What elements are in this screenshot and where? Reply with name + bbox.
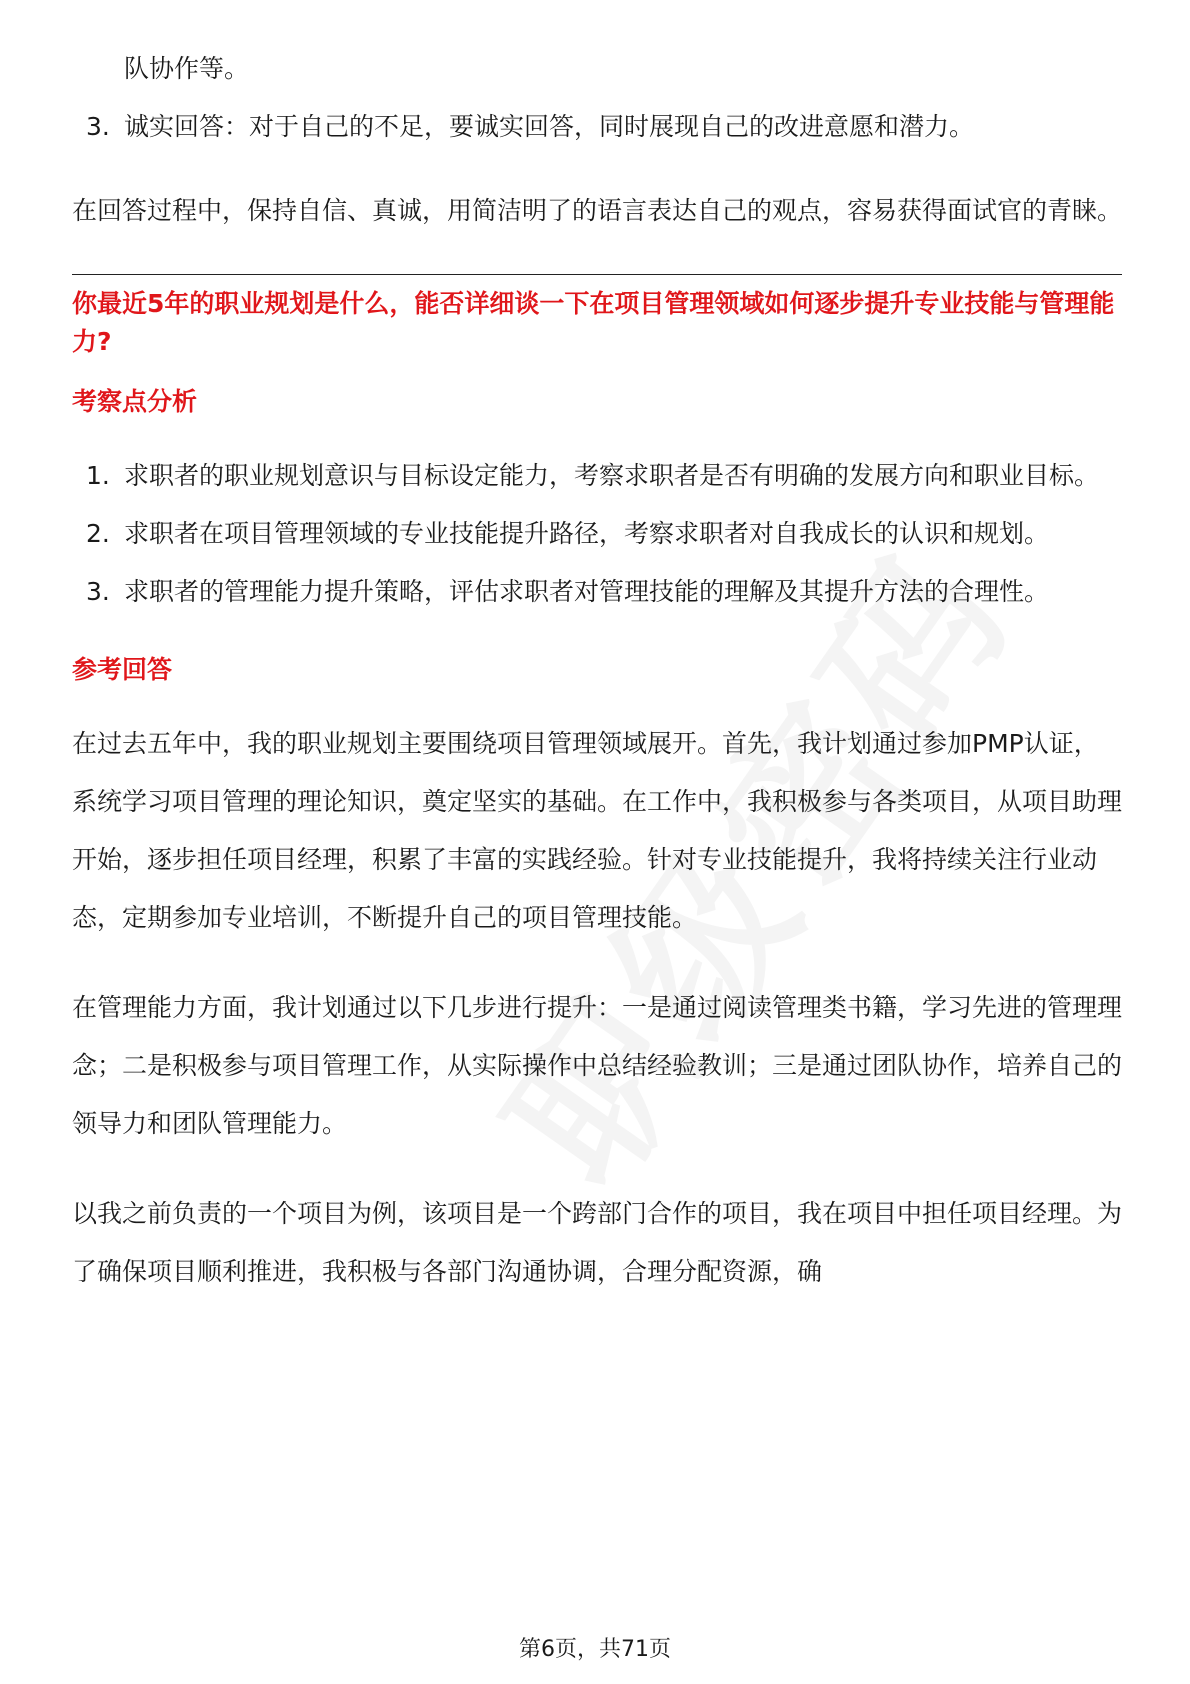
page-content [72, 40, 1122, 1301]
list-item-text: 诚实回答：对于自己的不足，要诚实回答，同时展现自己的改进意愿和潜力。 [124, 112, 975, 141]
answer-paragraph: 以我之前负责的一个项目为例，该项目是一个跨部门合作的项目，我在项目中担任项目经理。为了确保项目顺利推进，我积极与各部门沟通协调，合理分配资源，确 [72, 1199, 1123, 1286]
analysis-heading: 考察点分析 [72, 387, 198, 416]
analysis-list [72, 447, 1122, 621]
top-list [72, 98, 1122, 156]
closing-paragraph: 在回答过程中，保持自信、真诚，用简洁明了的语言表达自己的观点，容易获得面试官的青睐。 [72, 196, 1123, 225]
list-item-number: 3. [86, 112, 110, 141]
list-item-text: 求职者的管理能力提升策略，评估求职者对管理技能的理解及其提升方法的合理性。 [124, 577, 1050, 606]
answer-paragraph: 在过去五年中，我的职业规划主要围绕项目管理领域展开。首先，我计划通过参加PMP认证，系统学习项目管理的理论知识，奠定坚实的基础。在工作中，我积极参与各类项目，从项目助理开始，逐步担任项目经理，积累了丰富的实践经验。针对专业技能提升，我将持续关注行业动态，定期参加专业培训，不断提升自己的项目管理技能。 [72, 729, 1123, 932]
answer-heading: 参考回答 [72, 655, 173, 684]
list-item-number: 1. [86, 461, 110, 490]
list-item [72, 447, 1122, 505]
list-item [72, 505, 1122, 563]
list-item-number: 2. [86, 519, 110, 548]
page-number-footer: 第6页，共71页 [519, 1637, 671, 1662]
list-item-number: 3. [86, 577, 110, 606]
answer-paragraph: 在管理能力方面，我计划通过以下几步进行提升：一是通过阅读管理类书籍，学习先进的管理理念；二是积极参与项目管理工作，从实际操作中总结经验教训；三是通过团队协作，培养自己的领导力和团队管理能力。 [72, 993, 1123, 1138]
list-item [72, 98, 1122, 156]
list-item-continuation: 队协作等。 [124, 54, 250, 83]
list-item-text: 求职者在项目管理领域的专业技能提升路径，考察求职者对自我成长的认识和规划。 [124, 519, 1050, 548]
list-item [72, 563, 1122, 621]
list-item-text: 求职者的职业规划意识与目标设定能力，考察求职者是否有明确的发展方向和职业目标。 [124, 461, 1100, 490]
question-title: 你最近5年的职业规划是什么，能否详细谈一下在项目管理领域如何逐步提升专业技能与管理能力? [72, 289, 1115, 356]
